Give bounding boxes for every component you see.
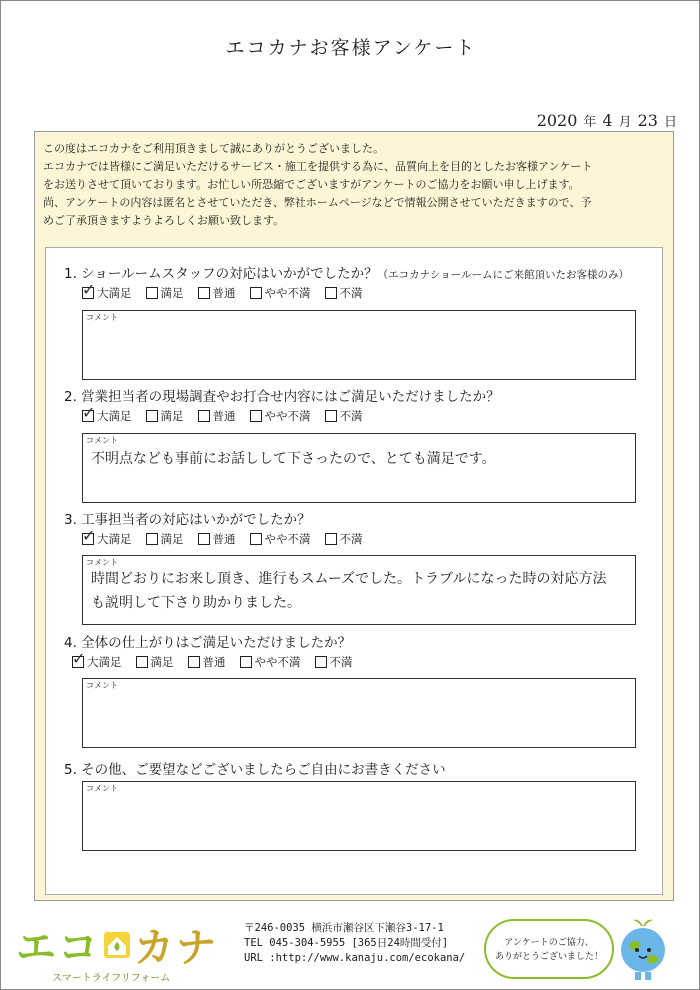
checkbox-icon[interactable] [188, 656, 200, 668]
option-somewhat-dissatisfied[interactable]: やや不満 [240, 654, 301, 670]
company-url[interactable]: URL :http://www.kanaju.com/ecokana/ [244, 952, 466, 964]
comment-box-4[interactable] [82, 678, 636, 748]
option-neutral[interactable]: 普通 [198, 531, 236, 547]
thanks-bubble [484, 919, 614, 979]
logo-text-eco: エコ [16, 925, 100, 971]
checkbox-icon[interactable] [146, 287, 158, 299]
checkbox-icon[interactable] [198, 533, 210, 545]
checkbox-icon[interactable] [72, 656, 84, 668]
intro-line: エコカナでは皆様にご満足いただけるサービス・施工を提供する為に、品質向上を目的としたお客様アンケート [43, 160, 593, 173]
question-1-note: （エコカナショールームにご来館頂いたお客様のみ） [377, 269, 630, 281]
option-satisfied[interactable]: 満足 [146, 531, 184, 547]
checkbox-icon[interactable] [325, 410, 337, 422]
intro-text [43, 140, 667, 230]
question-4 [64, 631, 351, 651]
ecokana-logo[interactable] [16, 916, 218, 984]
logo-text-kana: カナ [134, 925, 218, 971]
survey-card [34, 131, 674, 901]
comment-2-line-1: 不明点なども事前にお話しして下さったので、とても満足です。 [91, 451, 496, 467]
globe-mascot-icon [613, 916, 673, 984]
option-satisfied[interactable]: 満足 [136, 654, 174, 670]
checkbox-icon[interactable] [82, 287, 94, 299]
option-dissatisfied[interactable]: 不満 [315, 654, 353, 670]
checkbox-icon[interactable] [250, 533, 262, 545]
company-address: 〒246-0035 横浜市瀬谷区下瀬谷3-17-1 [244, 922, 444, 934]
option-very-satisfied[interactable]: ✓ 大満足 [82, 531, 132, 547]
comment-box-5[interactable] [82, 781, 636, 851]
intro-line: この度はエコカナをご利用頂きまして誠にありがとうございました。 [43, 142, 384, 155]
question-1 [64, 262, 629, 282]
option-very-satisfied[interactable]: ✓ 大満足 [72, 654, 122, 670]
comment-label: コメント [86, 313, 118, 322]
checkbox-icon[interactable] [250, 287, 262, 299]
question-1-options [82, 285, 363, 301]
date-month: 4 [602, 111, 613, 130]
comment-3-line-1: 時間どおりにお来し頂き、進行もスムーズでした。トラブルになった時の対応方法 [91, 571, 607, 587]
checkbox-icon[interactable] [146, 533, 158, 545]
question-4-text: 4. 全体の仕上がりはご満足いただけましたか？ [64, 635, 352, 651]
option-neutral[interactable]: 普通 [198, 408, 236, 424]
question-3-options [82, 531, 363, 547]
question-2-text: 2. 営業担当者の現場調査やお打合せ内容にはご満足いただけましたか？ [64, 389, 500, 405]
question-5-text: 5. その他、ご要望などございましたらご自由にお書きください [64, 762, 446, 778]
comment-box-3[interactable] [82, 555, 636, 625]
option-somewhat-dissatisfied[interactable]: やや不満 [250, 285, 311, 301]
option-very-satisfied[interactable]: ✓ 大満足 [82, 285, 132, 301]
company-contact [244, 921, 465, 966]
question-2 [64, 385, 500, 405]
checkbox-icon[interactable] [146, 410, 158, 422]
question-1-text: 1. ショールームスタッフの対応はいかがでしたか？ [64, 266, 378, 282]
checkbox-icon[interactable] [325, 287, 337, 299]
question-5 [64, 758, 446, 778]
questions-panel [45, 247, 663, 895]
question-3 [64, 508, 311, 528]
question-4-options [72, 654, 353, 670]
option-satisfied[interactable]: 満足 [146, 285, 184, 301]
option-satisfied[interactable]: 満足 [146, 408, 184, 424]
checkbox-icon[interactable] [240, 656, 252, 668]
comment-box-1[interactable] [82, 310, 636, 380]
comment-box-2[interactable] [82, 433, 636, 503]
option-neutral[interactable]: 普通 [198, 285, 236, 301]
checkbox-icon[interactable] [250, 410, 262, 422]
comment-label: コメント [86, 558, 118, 567]
comment-3-line-2: も説明して下さり助かりました。 [91, 595, 301, 611]
option-dissatisfied[interactable]: 不満 [325, 285, 363, 301]
question-3-text: 3. 工事担当者の対応はいかがでしたか？ [64, 512, 311, 528]
page-title: エコカナお客様アンケート [225, 37, 477, 59]
checkbox-icon[interactable] [82, 533, 94, 545]
checkbox-icon[interactable] [198, 287, 210, 299]
option-neutral[interactable]: 普通 [188, 654, 226, 670]
comment-label: コメント [86, 436, 118, 445]
checkbox-icon[interactable] [136, 656, 148, 668]
footer [1, 911, 700, 986]
thanks-line-2: ありがとうございました！ [494, 952, 603, 962]
comment-label: コメント [86, 784, 118, 793]
date-day: 23 [637, 111, 658, 130]
date-day-unit: 日 [663, 115, 677, 130]
thanks-line-1: アンケートのご協力、 [504, 938, 594, 948]
option-somewhat-dissatisfied[interactable]: やや不満 [250, 531, 311, 547]
date-year: 2020 [536, 111, 578, 130]
intro-line: めご了承頂きますようよろしくお願い致します。 [43, 214, 285, 227]
option-very-satisfied[interactable]: ✓ 大満足 [82, 408, 132, 424]
checkbox-icon[interactable] [82, 410, 94, 422]
logo-subtitle: スマートライフリフォーム [52, 973, 171, 984]
question-2-options [82, 408, 363, 424]
house-logo-icon [102, 930, 132, 960]
intro-line: 尚、アンケートの内容は匿名とさせていただき、弊社ホームページなどで情報公開させていただきますので、予 [43, 196, 592, 209]
option-somewhat-dissatisfied[interactable]: やや不満 [250, 408, 311, 424]
option-dissatisfied[interactable]: 不満 [325, 531, 363, 547]
comment-label: コメント [86, 681, 118, 690]
survey-date [537, 111, 677, 130]
checkbox-icon[interactable] [315, 656, 327, 668]
checkbox-icon[interactable] [325, 533, 337, 545]
option-dissatisfied[interactable]: 不満 [325, 408, 363, 424]
checkbox-icon[interactable] [198, 410, 210, 422]
date-month-unit: 月 [618, 115, 632, 130]
date-year-unit: 年 [583, 115, 597, 130]
intro-line: をお送りさせて頂いております。お忙しい所恐縮でございますがアンケートのご協力をお願い申し上げます。 [43, 178, 580, 191]
company-tel: TEL 045-304-5955 [365日24時間受付] [244, 937, 449, 949]
